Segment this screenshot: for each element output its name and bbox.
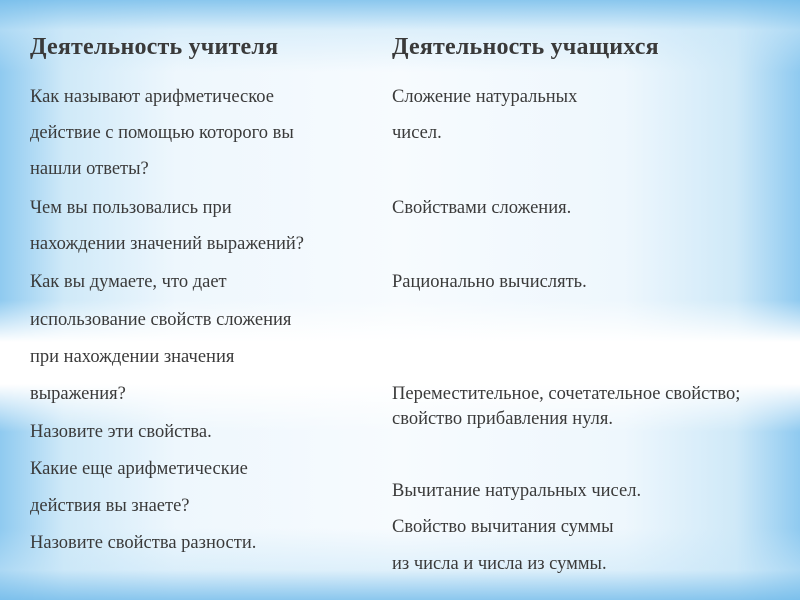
student-answer: Свойство вычитания суммы: [392, 517, 614, 537]
teacher-line: Назовите эти свойства.: [30, 422, 212, 442]
student-answer: Сложение натуральных: [392, 87, 578, 107]
teacher-line: действие с помощью которого вы: [30, 123, 294, 143]
teacher-line: нахождении значений выражений?: [30, 234, 304, 254]
teacher-heading: Деятельность учителя: [30, 34, 279, 60]
student-answer: из числа и числа из суммы.: [392, 554, 607, 574]
student-answer: чисел.: [392, 123, 442, 143]
student-answer: Переместительное, сочетательное свойство; свойство прибавления нуля.: [392, 384, 741, 429]
teacher-line: Как называют арифметическое: [30, 87, 274, 107]
teacher-line: Назовите свойства разности.: [30, 533, 257, 553]
teacher-line: Чем вы пользовались при: [30, 198, 232, 218]
teacher-line: при нахождении значения: [30, 347, 235, 367]
student-answer: Рационально вычислять.: [392, 272, 587, 292]
student-answer: Вычитание натуральных чисел.: [392, 481, 642, 501]
teacher-line: использование свойств сложения: [30, 310, 292, 330]
teacher-line: выражения?: [30, 384, 126, 404]
teacher-line: действия вы знаете?: [30, 496, 190, 516]
students-heading: Деятельность учащихся: [392, 34, 659, 60]
teacher-line: нашли ответы?: [30, 159, 149, 179]
teacher-line: Какие еще арифметические: [30, 459, 248, 479]
teacher-line: Как вы думаете, что дает: [30, 272, 227, 292]
student-answer: Свойствами сложения.: [392, 198, 572, 218]
